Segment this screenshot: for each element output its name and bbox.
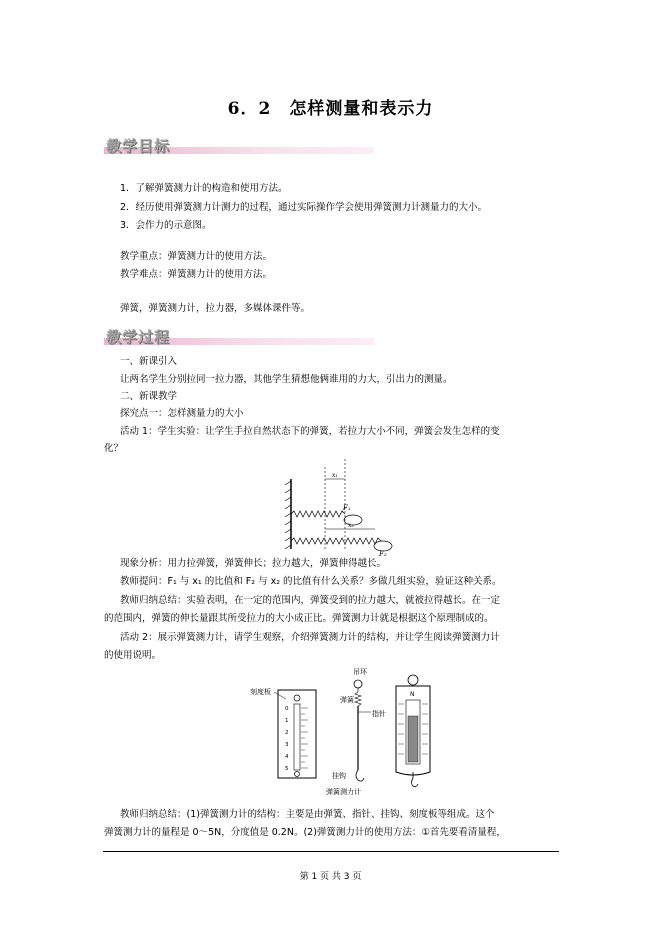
f1-label: F₁ xyxy=(343,504,351,512)
summary2-line2: 弹簧测力计的量程是 0～5N，分度值是 0.2N。(2)弹簧测力计的使用方法：①首先要看清量程， xyxy=(104,827,506,838)
materials: 弹簧，弹簧测力计，拉力器，多媒体课件等。 xyxy=(120,303,311,314)
tick-0: 0 xyxy=(285,706,289,712)
tick-4: 4 xyxy=(285,754,289,760)
footer-divider xyxy=(103,851,559,852)
activity2-line1: 活动 2：展示弹簧测力计，请学生观察，介绍弹簧测力计的结构，并让学生阅读弹簧测力计 xyxy=(120,632,500,643)
summary1-line2: 的范围内，弹簧的伸长量跟其所受拉力的大小成正比。弹簧测力计就是根据这个原理制成的。 xyxy=(104,613,494,624)
key-point: 教学重点：弹簧测力计的使用方法。 xyxy=(120,251,273,262)
explore-point-1: 探究点一：怎样测量力的大小 xyxy=(120,408,244,419)
page-title: 6．2 怎样测量和表示力 xyxy=(227,99,434,119)
tick-2: 2 xyxy=(285,730,289,736)
part2-heading: 二、新课教学 xyxy=(120,391,178,402)
activity1-line1: 活动 1：学生实验：让学生手拉自然状态下的弹簧，若拉力大小不同，弹簧会发生怎样的变 xyxy=(120,426,500,437)
tick-1: 1 xyxy=(285,718,289,724)
spring-label: 弹簧 xyxy=(340,696,354,704)
objective-1: 1．了解弹簧测力计的构造和使用方法。 xyxy=(120,183,288,194)
part1-text: 让两名学生分别拉同一拉力器，其他学生猜想他俩谁用的力大，引出力的测量。 xyxy=(120,374,453,385)
tick-3: 3 xyxy=(285,742,289,748)
objective-2: 2．经历使用弹簧测力计测力的过程，通过实际操作学会使用弹簧测力计测量力的大小。 xyxy=(120,202,488,213)
banner-label: 教学过程 xyxy=(106,328,171,346)
phenomenon-analysis: 现象分析：用力拉弹簧，弹簧伸长；拉力越大，弹簧伸得越长。 xyxy=(120,558,387,569)
hook-label: 挂钩 xyxy=(332,772,346,780)
objective-3: 3．会作力的示意图。 xyxy=(120,220,212,231)
difficult-point: 教学难点：弹簧测力计的使用方法。 xyxy=(120,269,273,280)
f2-label: F₂ xyxy=(379,550,387,557)
tick-5: 5 xyxy=(285,766,289,772)
x2-label: x₂ xyxy=(348,522,354,529)
activity2-line2: 的使用说明。 xyxy=(104,650,162,661)
part1-heading: 一、新课引入 xyxy=(120,356,178,367)
activity1-line2: 化？ xyxy=(104,443,124,454)
unit-label: N xyxy=(410,691,415,698)
summary2-line1: 教师归纳总结：(1)弹簧测力计的结构：主要是由弹簧、指针、挂钩、刻度板等组成。这个 xyxy=(120,809,495,820)
ring-label: 吊环 xyxy=(353,668,367,676)
figure2-caption: 弹簧测力计 xyxy=(326,788,361,796)
summary1-line1: 教师归纳总结：实验表明，在一定的范围内，弹簧受到的拉力越大，就被拉得越长。在一定 xyxy=(120,595,501,606)
x1-label: x₁ xyxy=(332,472,338,479)
page-footer: 第 1 页 共 3 页 xyxy=(299,872,362,882)
scale-plate-label: 刻度板 xyxy=(250,688,271,696)
spring-stretch-figure xyxy=(283,457,403,557)
section-banner-process xyxy=(104,326,374,348)
pointer-label: 指针 xyxy=(372,710,386,718)
section-banner-objectives xyxy=(104,135,374,157)
banner-label: 教学目标 xyxy=(106,137,171,155)
teacher-question: 教师提问：F₁ 与 x₁ 的比值和 F₂ 与 x₂ 的比值有什么关系？多做几组实验，验证这种关系。 xyxy=(120,576,502,587)
spring-scale-figure xyxy=(246,666,444,796)
